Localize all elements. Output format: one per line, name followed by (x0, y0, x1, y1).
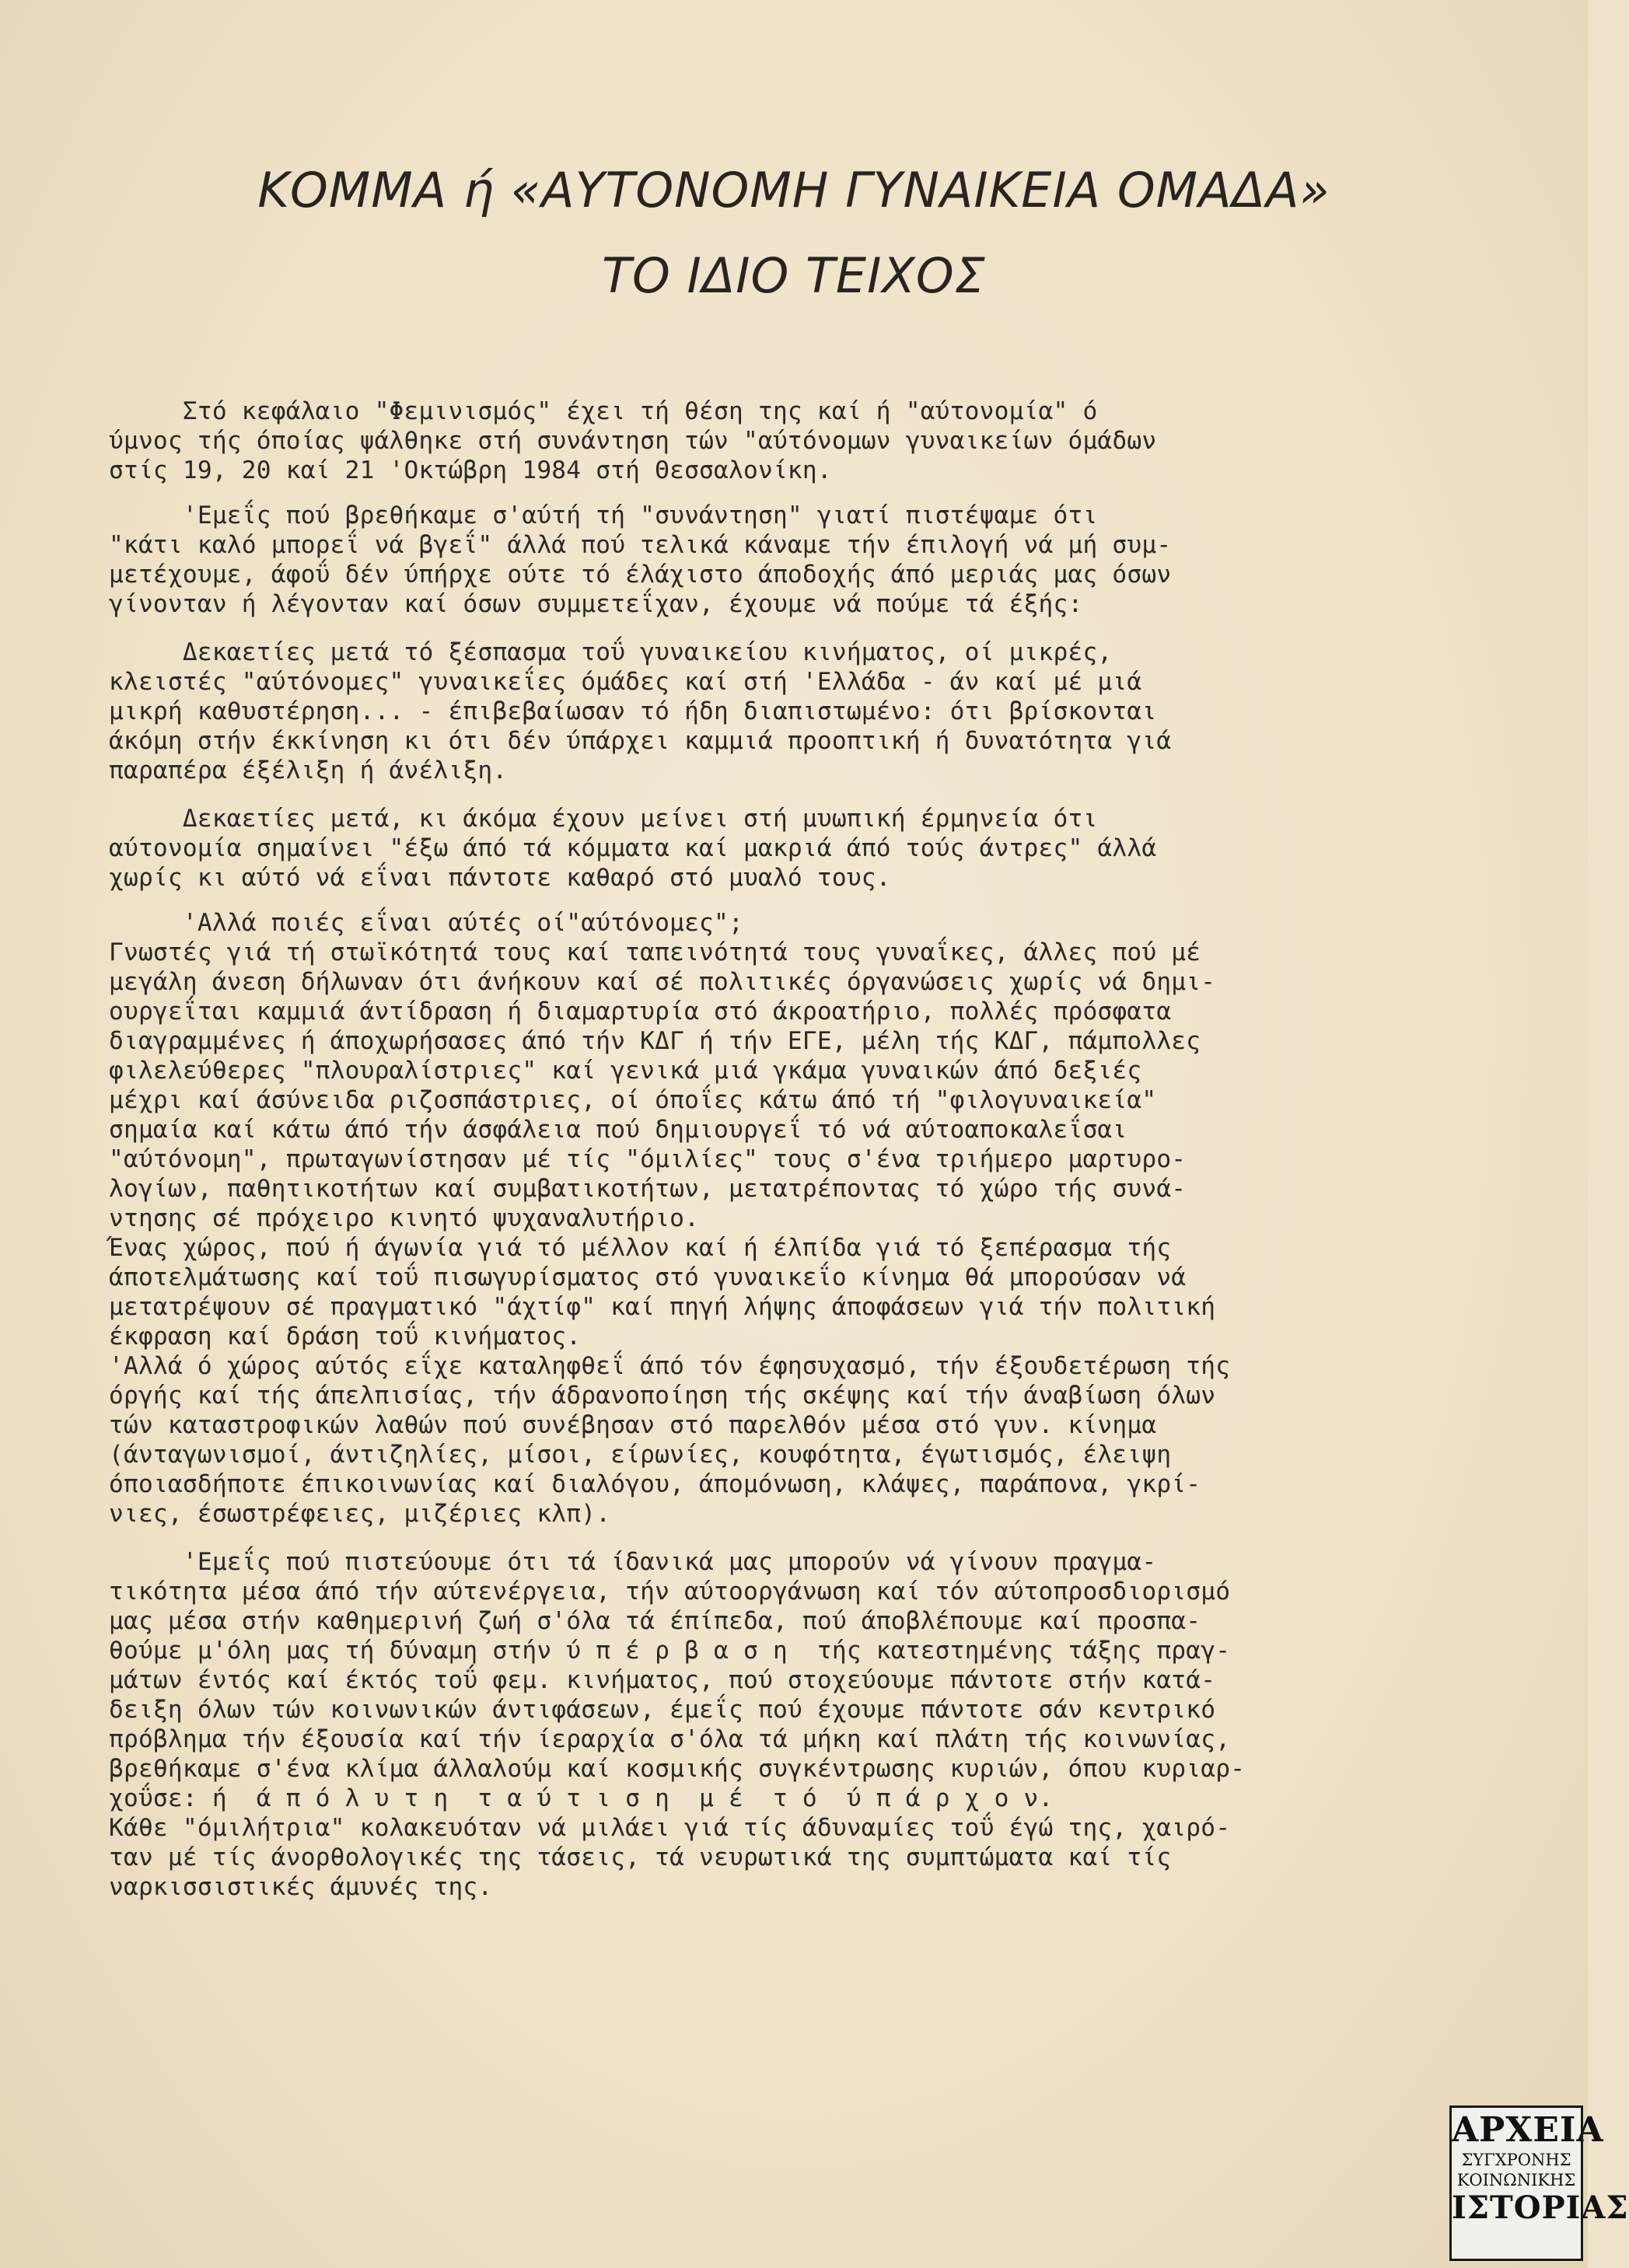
body-line: άκόμη στήν έκκίνηση κι ότι δέν ύπάρχει καμμιά προοπτική ή δυνατότητα γιά (109, 727, 1172, 755)
body-line: δειξη όλων τών κοινωνικών άντιφάσεων, έμεΐς πού έχουμε πάντοτε σάν κεντρικό (109, 1696, 1216, 1724)
body-line: Δεκαετίες μετά, κι άκόμα έχουν μείνει στή μυωπική έρμηνεία ότι (109, 805, 1098, 833)
body-line: όποιασδήποτε έπικοινωνίας καί διαλόγου, άπομόνωση, κλάψες, παράπονα, γκρί- (109, 1470, 1201, 1498)
body-line: 'Αλλά ποιές εΐναι αύτές οί"αύτόνομες"; (109, 909, 743, 937)
body-line: νιες, έσωστρέφειες, μιζέριες κλπ). (109, 1500, 611, 1528)
body-line: βρεθήκαμε σ'ένα κλίμα άλλαλούμ καί κοσμικής συγκέντρωσης κυριών, όπου κυριαρ- (109, 1755, 1246, 1783)
body-line: ουργεΐται καμμιά άντίδραση ή διαμαρτυρία στό άκροατήριο, πολλές πρόσφατα (109, 998, 1172, 1026)
body-line: μεγάλη άνεση δήλωναν ότι άνήκουν καί σέ πολιτικές όργανώσεις χωρίς νά δημι- (109, 968, 1216, 996)
body-line: μετέχουμε, άφοΰ δέν ύπήρχε ούτε τό έλάχιστο άποδοχής άπό μεριάς μας όσων (109, 561, 1172, 589)
body-line: μετατρέψουν σέ πραγματικό "άχτίφ" καί πηγή λήψης άποφάσεων γιά τήν πολιτική (109, 1293, 1216, 1321)
body-line: μέχρι καί άσύνειδα ριζοσπάστριες, οί όποΐες κάτω άπό τή "φιλογυναικεία" (109, 1086, 1157, 1114)
body-line: πρόβλημα τήν έξουσία καί τήν ίεραρχία σ'όλα τά μήκη καί πλάτη τής κοινωνίας, (109, 1725, 1231, 1753)
stamp-line-3: ΚΟΙΝΩΝΙΚΗΣ (1456, 2171, 1576, 2189)
body-line: λογίων, παθητικοτήτων καί συμβατικοτήτων, μετατρέποντας τό χώρο τής συνά- (109, 1175, 1187, 1203)
body-line: τών καταστροφικών λαθών πού συνέβησαν στό παρελθόν μέσα στό γυν. κίνημα (109, 1411, 1157, 1439)
body-line: όργής καί τής άπελπισίας, τήν άδρανοποίηση τής σκέψης καί τήν άναβίωση όλων (109, 1382, 1216, 1410)
body-line: γίνονταν ή λέγονταν καί όσων συμμετεΐχαν, έχουμε νά πούμε τά έξής: (109, 590, 1083, 618)
body-line: Ένας χώρος, πού ή άγωνία γιά τό μέλλον καί ή έλπίδα γιά τό ξεπέρασμα τής (109, 1234, 1172, 1262)
body-line: ντησης σέ πρόχειρο κινητό ψυχαναλυτήριο. (109, 1204, 700, 1232)
body-line: ταν μέ τίς άνορθολογικές της τάσεις, τά νευρωτικά της συμπτώματα καί τίς (109, 1843, 1172, 1871)
body-line: ύμνος τής όποίας ψάλθηκε στή συνάντηση τών "αύτόνομων γυναικείων όμάδων (109, 427, 1157, 455)
body-line: αύτονομία σημαίνει "έξω άπό τά κόμματα καί μακριά άπό τούς άντρες" άλλά (109, 834, 1157, 862)
body-line: κλειστές "αύτόνομες" γυναικεΐες όμάδες καί στή 'Ελλάδα - άν καί μέ μιά (109, 668, 1142, 696)
body-line: στίς 19, 20 καί 21 'Οκτώβρη 1984 στή Θεσσαλονίκη. (109, 456, 832, 484)
body-line: "αύτόνομη", πρωταγωνίστησαν μέ τίς "όμιλίες" τους σ'ένα τριήμερο μαρτυρο- (109, 1145, 1187, 1173)
body-line: σημαία καί κάτω άπό τήν άσφάλεια πού δημιουργεΐ τό νά αύτοαποκαλεΐσαι (109, 1116, 1127, 1144)
body-line: Γνωστές γιά τή στωϊκότητά τους καί ταπεινότητά τους γυναΐκες, άλλες πού μέ (109, 938, 1201, 966)
document-title-line-2: ΤΟ ΙΔΙΟ ΤΕΙΧΟΣ (602, 247, 986, 304)
body-line: θούμε μ'όλη μας τή δύναμη στήν ύ π έ ρ β α σ η τής κατεστημένης τάξης πραγ- (109, 1637, 1231, 1665)
body-line: (άνταγωνισμοί, άντιζηλίες, μίσοι, είρωνίες, κουφότητα, έγωτισμός, έλειψη (109, 1441, 1172, 1469)
stamp-line-2: ΣΥΓΧΡΟΝΗΣ (1461, 2151, 1571, 2169)
archive-stamp (1449, 2106, 1629, 2261)
body-line: χωρίς κι αύτό νά εΐναι πάντοτε καθαρό στό μυαλό τους. (109, 864, 891, 892)
body-line: Δεκαετίες μετά τό ξέσπασμα τοΰ γυναικείου κινήματος, οί μικρές, (109, 638, 1113, 666)
body-line: τικότητα μέσα άπό τήν αύτενέργεια, τήν αύτοοργάνωση καί τόν αύτοπροσδιορισμό (109, 1578, 1231, 1606)
body-line: Στό κεφάλαιο "Φεμινισμός" έχει τή θέση της καί ή "αύτονομία" ό (109, 397, 1098, 425)
body-line: διαγραμμένες ή άποχωρήσασες άπό τήν ΚΔΓ ή τήν ΕΓΕ, μέλη τής ΚΔΓ, πάμπολλες (109, 1027, 1201, 1055)
body-line: ναρκισσιστικές άμυνές της. (109, 1873, 493, 1901)
body-line: Κάθε "όμιλήτρια" κολακευόταν νά μιλάει γιά τίς άδυναμίες τοΰ έγώ της, χαιρό- (109, 1814, 1231, 1842)
stamp-line-1: ΑΡΧΕΙΑ (1452, 2110, 1604, 2150)
body-line: "κάτι καλό μπορεΐ νά βγεΐ" άλλά πού τελικά κάναμε τήν έπιλογή νά μή συμ- (109, 531, 1172, 559)
body-line: παραπέρα έξέλιξη ή άνέλιξη. (109, 757, 508, 785)
body-line: 'Εμεΐς πού βρεθήκαμε σ'αύτή τή "συνάντηση" γιατί πιστέψαμε ότι (109, 501, 1098, 529)
body-line: φιλελεύθερες "πλουραλίστριες" καί γενικά μιά γκάμα γυναικών άπό δεξιές (109, 1057, 1142, 1085)
body-line: άποτελμάτωσης καί τοΰ πισωγυρίσματος στό γυναικεΐο κίνημα θά μπορούσαν νά (109, 1263, 1187, 1291)
document-title-line-1: ΚΟΜΜΑ ή «ΑΥΤΟΝΟΜΗ ΓΥΝΑΙΚΕΙΑ ΟΜΑΔΑ» (257, 162, 1330, 218)
body-line: μάτων έντός καί έκτός τοΰ φεμ. κινήματος, πού στοχεύουμε πάντοτε στήν κατά- (109, 1666, 1216, 1694)
body-line: 'Αλλά ό χώρος αύτός εΐχε καταληφθεΐ άπό τόν έφησυχασμό, τήν έξουδετέρωση τής (109, 1352, 1231, 1380)
body-line: 'Εμεΐς πού πιστεύουμε ότι τά ίδανικά μας μπορούν νά γίνουν πραγμα- (109, 1548, 1157, 1576)
body-line: μας μέσα στήν καθημερινή ζωή σ'όλα τά έπίπεδα, πού άποβλέπουμε καί προσπα- (109, 1607, 1201, 1635)
body-line: μικρή καθυστέρηση... - έπιβεβαίωσαν τό ήδη διαπιστωμένο: ότι βρίσκονται (109, 697, 1157, 725)
body-line: έκφραση καί δράση τοΰ κινήματος. (109, 1323, 582, 1351)
body-line: χοΰσε: ή ά π ό λ υ τ η τ α ύ τ ι σ η μ έ τ ό ύ π ά ρ χ ο ν. (109, 1784, 1054, 1812)
stamp-line-4: ΙΣΤΟΡΙΑΣ (1452, 2189, 1629, 2226)
